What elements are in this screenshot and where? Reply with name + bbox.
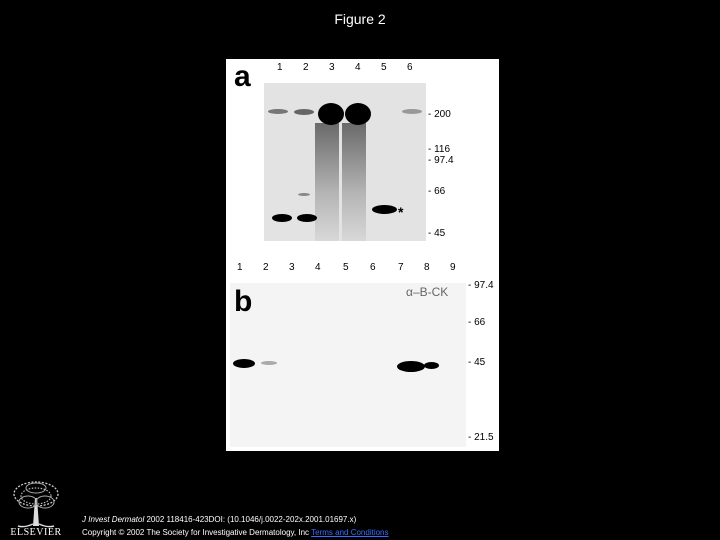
panel-b-lane-label: 5 [343, 262, 349, 273]
panel-a-lane-label: 1 [277, 62, 283, 73]
figure-image [226, 59, 499, 451]
panel-b-lane-label: 8 [424, 262, 430, 273]
citation-line-1 [82, 515, 356, 524]
mw-marker: - 21.5 [468, 432, 494, 443]
mw-marker: - 45 [468, 357, 486, 368]
blot-band [233, 359, 255, 368]
panel-b-blot [230, 283, 466, 447]
blot-band [261, 361, 277, 365]
gel-band [268, 109, 288, 114]
blot-band [424, 362, 439, 369]
mw-marker: - 66 [428, 186, 446, 197]
panel-a-lane-label: 4 [355, 62, 361, 73]
panel-a-letter: a [234, 60, 251, 93]
panel-b-lane-label: 2 [263, 262, 269, 273]
panel-a-lane-label: 2 [303, 62, 309, 73]
terms-link[interactable]: Terms and Conditions [311, 528, 389, 537]
panel-b-lane-label: 1 [237, 262, 243, 273]
asterisk-marker: * [398, 204, 404, 220]
gel-band [318, 103, 344, 125]
panel-b-lane-label: 9 [450, 262, 456, 273]
gel-band [402, 109, 422, 114]
copyright-text: Copyright © 2002 The Society for Investigative Dermatology, Inc [82, 528, 310, 537]
journal-name: J Invest Dermatol [82, 515, 145, 524]
mw-marker: - 97.4 [468, 280, 494, 291]
panel-a-lane-label: 5 [381, 62, 387, 73]
gel-band [297, 214, 317, 222]
panel-a-lane-label: 3 [329, 62, 335, 73]
panel-a-lane-label: 6 [407, 62, 413, 73]
mw-marker: - 200 [428, 109, 451, 120]
gel-smear [315, 123, 339, 241]
citation-details: 2002 118416-423DOI: (10.1046/j.0022-202x.2001.01697.x) [144, 515, 357, 524]
citation-line-2 [82, 528, 389, 537]
panel-b-lane-label: 6 [370, 262, 376, 273]
gel-band [372, 205, 397, 214]
panel-b-letter: b [234, 285, 253, 318]
mw-marker: - 66 [468, 317, 486, 328]
gel-band [298, 193, 310, 196]
antibody-label: α–B-CK [406, 285, 449, 299]
mw-marker: - 116 [428, 144, 451, 155]
gel-smear [342, 123, 366, 241]
mw-marker: - 97.4 [428, 155, 454, 166]
figure-title: Figure 2 [334, 11, 386, 27]
mw-marker: - 45 [428, 228, 446, 239]
panel-b-lane-label: 4 [315, 262, 321, 273]
blot-band [397, 361, 425, 372]
panel-b-lane-label: 7 [398, 262, 404, 273]
panel-b-lane-label: 3 [289, 262, 295, 273]
elsevier-logo-text: ELSEVIER [10, 527, 62, 538]
gel-band [272, 214, 292, 222]
gel-band [345, 103, 371, 125]
gel-band [294, 109, 314, 115]
